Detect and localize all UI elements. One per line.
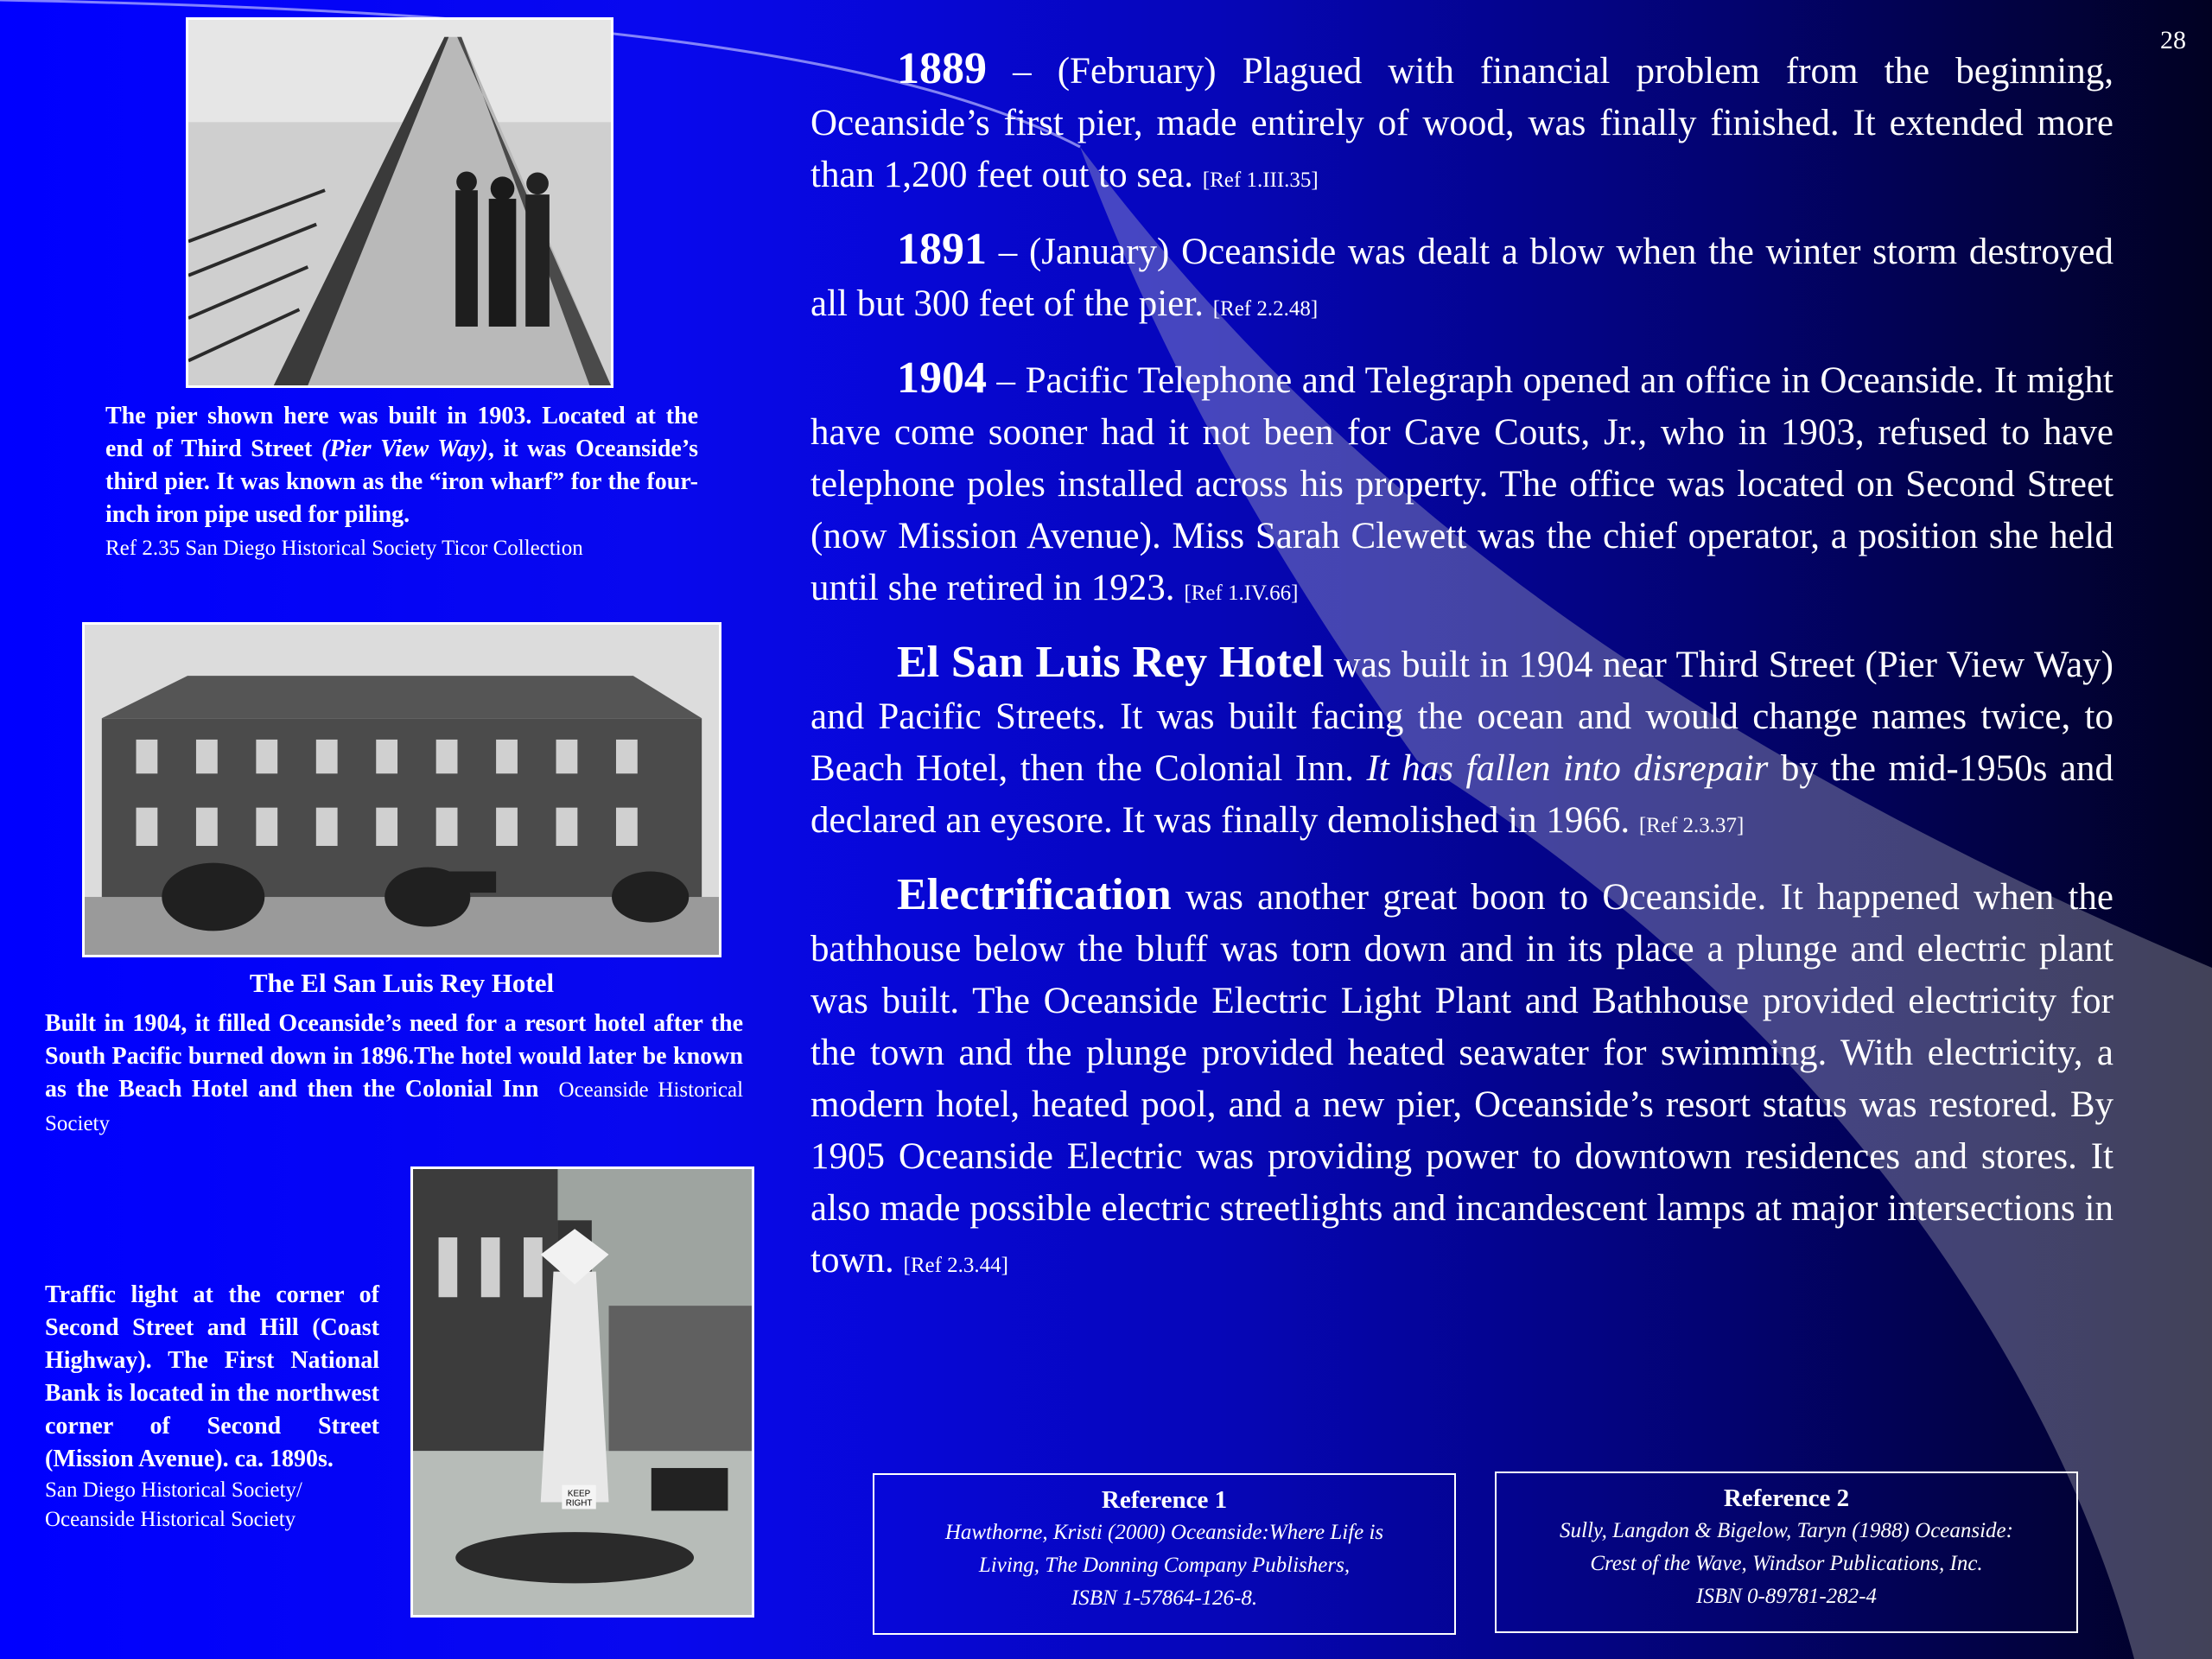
hotel-caption [45, 1007, 743, 1141]
entry-text-emphasis: It has fallen into disrepair [1366, 748, 1769, 789]
reference-line: Crest of the Wave, Windsor Publications, Inc. [1590, 1552, 1983, 1575]
entry-heading: El San Luis Rey Hotel [897, 638, 1325, 687]
traffic-caption [45, 1279, 379, 1535]
reference-line: ISBN 0-89781-282-4 [1696, 1585, 1877, 1608]
main-text [810, 43, 2113, 1309]
entry-electrification [810, 869, 2113, 1292]
reference-line: Living, The Donning Company Publishers, [978, 1554, 1351, 1577]
reference-box-2 [1495, 1471, 2078, 1633]
traffic-sign-line-1: KEEP [567, 1489, 591, 1499]
hotel-caption-source: Oceanside Historical Society [45, 1078, 744, 1135]
reference-line: Sully, Langdon & Bigelow, Taryn (1988) Oceanside: [1560, 1519, 2013, 1542]
entry-heading: 1904 [897, 353, 987, 403]
entry-1904 [810, 353, 2113, 620]
pier-caption [105, 400, 698, 565]
entry-ref: [Ref 2.2.48] [1212, 297, 1319, 321]
entry-heading: 1889 [897, 44, 987, 93]
reference-title: Reference 2 [1723, 1484, 1850, 1512]
reference-line: ISBN 1-57864-126-8. [1071, 1586, 1258, 1610]
traffic-caption-source-2: Oceanside Historical Society [45, 1508, 296, 1531]
entry-text: was another great boon to Oceanside. It happened when the bathhouse below the bluff was torn down and in its place a plunge and electric plant was built. The Oceanside Electric Light Plant and Bathhouse provided electricity for the town and the plunge provided heated seawater for swimming. With electricity, a modern hotel, heated pool, and a new pier, Oceanside’s resort status was restored. By 1905 Oceanside Electric was providing power to downtown residences and stores. It also made possible electric streetlights and incandescent lamps at major intersections in town. [810, 877, 2113, 1281]
page-number: 28 [2160, 26, 2186, 54]
pier-photo [186, 17, 613, 388]
pier-caption-text: The pier shown here was built in 1903. Located at the end of Third Street [105, 403, 698, 462]
entry-ref: [Ref 1.III.35] [1202, 168, 1319, 192]
reference-title: Reference 1 [1101, 1486, 1228, 1514]
entry-text: – Pacific Telephone and Telegraph opened an office in Oceanside. It might have come sooner had it not been for Cave Couts, Jr., who in 1903, refused to have telephone poles installed across his property. The office was located on Second Street (now Mission Avenue). Miss Sarah Clewett was the chief operator, a position she held until she retired in 1923. [810, 360, 2113, 608]
entry-ref: [Ref 2.3.44] [903, 1254, 1008, 1277]
pier-caption-source: Ref 2.35 San Diego Historical Society Ticor Collection [105, 537, 583, 560]
pier-caption-tail: , it was Oceanside’s third pier. It was known as the “iron wharf” for the four-inch iron pipe used for piling. [105, 435, 699, 528]
hotel-caption-text: Built in 1904, it filled Oceanside’s need for a resort hotel after the South Pacific burned down in 1896.The hotel would later be known as the Beach Hotel and then the Colonial Inn [45, 1010, 743, 1103]
traffic-caption-source-1: San Diego Historical Society/ [45, 1478, 302, 1502]
traffic-light-photo [410, 1166, 754, 1618]
hotel-photo [82, 622, 721, 957]
entry-text: – (January) Oceanside was dealt a blow when the winter storm destroyed all but 300 feet of the pier. [810, 232, 2113, 324]
traffic-caption-text: Traffic light at the corner of Second Street and Hill (Coast Highway). The First National Bank is located in the northwest corner of Second Street (Mission Avenue). ca. 1890s. [45, 1281, 379, 1472]
entry-hotel [810, 637, 2113, 852]
hotel-caption-title: The El San Luis Rey Hotel [249, 968, 555, 998]
entry-text: was built in 1904 near Third Street (Pier View Way) and Pacific Streets. It was built facing the ocean and would change names twice, to Beach Hotel, then the Colonial Inn. [810, 645, 2114, 789]
entry-heading: Electrification [897, 870, 1172, 919]
entry-1889 [810, 43, 2113, 207]
entry-text: – (February) Plagued with financial problem from the beginning, Oceanside’s first pier, made entirely of wood, was finally finished. It extended more than 1,200 feet out to sea. [810, 51, 2113, 195]
reference-box-1 [873, 1473, 1456, 1635]
entry-text: by the mid-1950s and declared an eyesore. It was finally demolished in 1966. [810, 748, 2113, 841]
entry-ref: [Ref 1.IV.66] [1184, 582, 1299, 605]
entry-heading: 1891 [897, 225, 987, 274]
entry-1891 [810, 224, 2113, 335]
reference-line: Hawthorne, Kristi (2000) Oceanside:Where Life is [944, 1521, 1384, 1544]
traffic-sign-line-2: RIGHT [565, 1498, 593, 1509]
pier-caption-emphasis: (Pier View Way) [321, 435, 488, 462]
entry-ref: [Ref 2.3.37] [1638, 814, 1745, 837]
